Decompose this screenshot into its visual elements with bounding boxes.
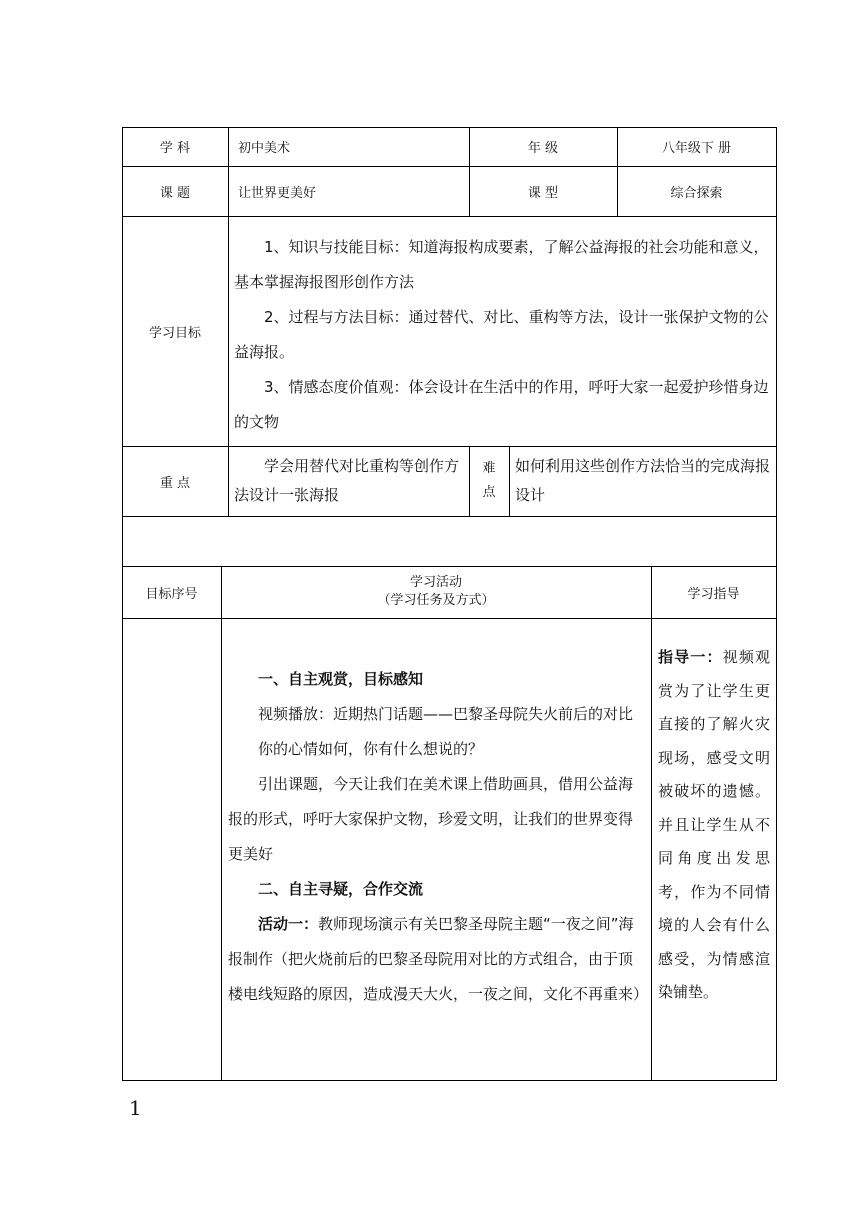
- activities-content: [228, 662, 649, 1072]
- key-point-value: 学会用替代对比重构等创作方法设计一张海报: [234, 457, 460, 504]
- objective-item: 3、情感态度价值观：体会设计在生活中的作用，呼吁大家一起爱护珍惜身边的文物: [234, 378, 769, 431]
- type-label: 课 型: [527, 185, 559, 201]
- topic-label: 课 题: [159, 185, 191, 201]
- col-target-number: 目标序号: [145, 586, 198, 602]
- subject-value: 初中美术: [238, 141, 291, 156]
- section2-title: 二、自主寻疑，合作交流: [258, 880, 424, 898]
- objective-item: 2、过程与方法目标：通过替代、对比、重构等方法，设计一张保护文物的公益海报。: [234, 308, 769, 361]
- type-value: 综合探索: [670, 185, 723, 201]
- col-activities-line2: （学习任务及方式）: [377, 593, 495, 608]
- col-guidance: 学习指导: [687, 586, 740, 602]
- objective-item: 1、知识与技能目标：知道海报构成要素，了解公益海报的社会功能和意义，基本掌握海报图形创作方法: [234, 238, 769, 291]
- guidance-label: 指导一：: [658, 648, 723, 666]
- section1-title: 一、自主观赏，目标感知: [258, 670, 424, 688]
- activity-paragraph: 引出课题，今天让我们在美术课上借助画具，借用公益海报的形式，呼吁大家保护文物，珍爱文明，让我们的世界变得更美好: [228, 775, 634, 863]
- objectives-list: [234, 230, 770, 440]
- difficulty-label: 难点: [482, 461, 496, 500]
- grade-value: 八年级下 册: [661, 141, 732, 156]
- activity1-label: 活动一：: [258, 915, 319, 933]
- guidance-text: 视频观赏为了让学生更直接的了解火灾现场，感受文明被破坏的遗憾。并且让学生从不同角度出发思考，作为不同情境的人会有什么感受，为情感渲染铺垫。: [658, 648, 770, 1001]
- difficulty-value: 如何利用这些创作方法恰当的完成海报设计: [515, 457, 771, 504]
- activity-paragraph: 你的心情如何，你有什么想说的？: [258, 740, 484, 758]
- guidance-paragraph: [658, 641, 770, 1010]
- subject-label: 学 科: [159, 141, 191, 156]
- col-activities: [221, 566, 651, 618]
- guidance-content: [658, 641, 770, 1077]
- grade-label: 年 级: [527, 141, 559, 156]
- key-point-label: 重 点: [159, 475, 191, 491]
- activity1-paragraph: [228, 907, 649, 1012]
- col-activities-line1: 学习活动: [409, 575, 462, 590]
- activity-paragraph: 视频播放：近期热门话题——巴黎圣母院失火前后的对比: [258, 705, 634, 723]
- topic-value: 让世界更美好: [238, 185, 317, 201]
- page-number: 1: [129, 1096, 142, 1120]
- key-point-cell: [234, 446, 466, 516]
- activity1-text: 教师现场演示有关巴黎圣母院主题“一夜之间”海报制作（把火烧前后的巴黎圣母院用对比的方式组合，由于顶楼电线短路的原因，造成漫天大火，一夜之间，文化不再重来）: [228, 915, 649, 1003]
- difficulty-cell: [515, 446, 771, 516]
- objectives-label: 学习目标: [148, 325, 201, 341]
